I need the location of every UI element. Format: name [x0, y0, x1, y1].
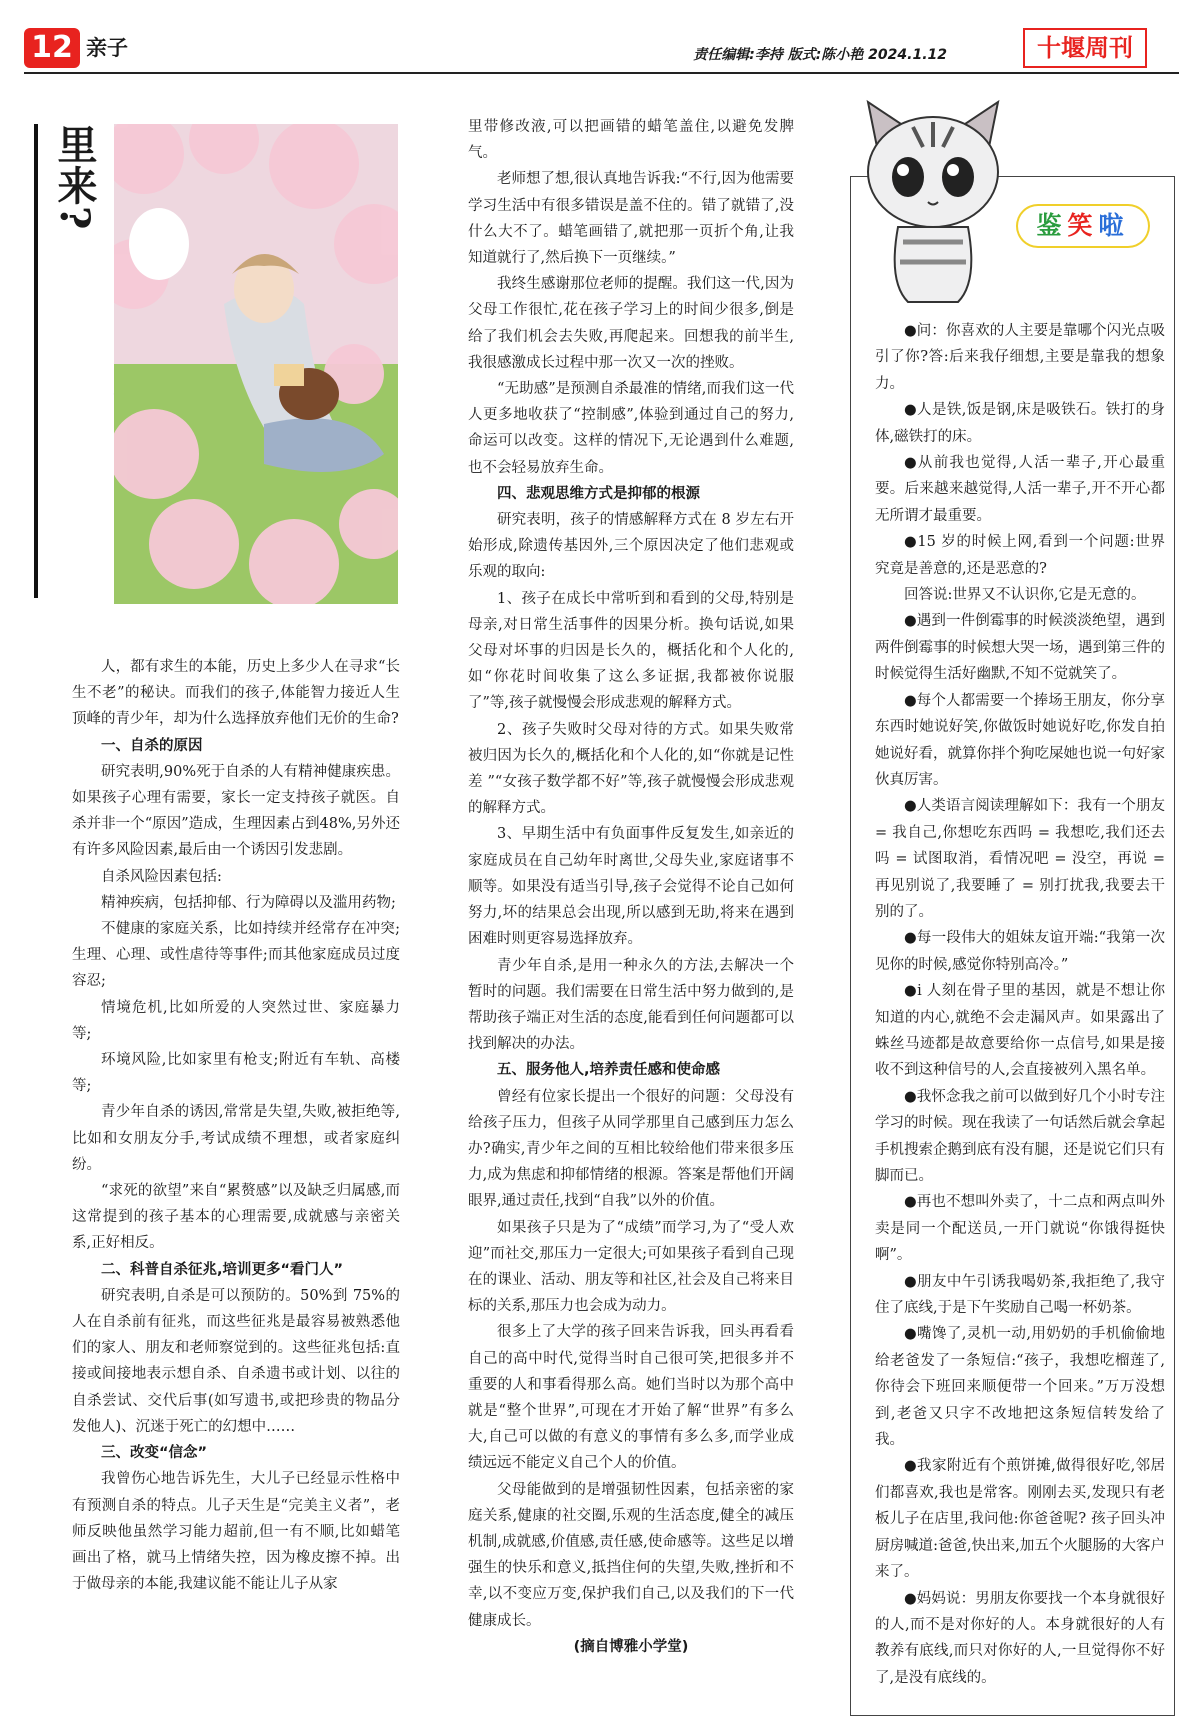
paragraph: 3、早期生活中有负面事件反复发生,如亲近的家庭成员在自己幼年时离世,父母失业,家庭诸事不顺等。如果没有适当引导,孩子会觉得不论自己如何努力,坏的结果总会出现,所以感到无助,将来在遇到困难时则更容易选择放弃。	[468, 826, 794, 948]
joke-item: ●人类语言阅读理解如下：我有一个朋友 = 我自己,你想吃东西吗 = 我想吃,我们还去吗 = 试图取消，看情况吧 = 没空，再说 = 再见别说了,我要睡了 = 别打扰我,我要去干别的了。	[875, 798, 1165, 920]
article-column-2	[468, 114, 794, 1660]
paragraph: 很多上了大学的孩子回来告诉我，回头再看看自己的高中时代,觉得当时自己很可笑,把很多并不重要的人和事看得那么高。她们当时以为那个高中就是“整个世界”,可现在才开始了解“世界”有多么大,自己可以做的有意义的事情有多么多,而学业成绩远远不能定义自己个人的价值。	[468, 1324, 794, 1472]
masthead-logo: 十堰周刊	[1023, 28, 1147, 68]
joke-item: ●从前我也觉得,人活一辈子,开心最重要。后来越来越觉得,人活一辈子,开不开心都无所谓才最重要。	[875, 455, 1165, 524]
page-number: 12	[24, 28, 80, 68]
article-title: 里来?	[34, 124, 98, 598]
paragraph: 研究表明，孩子的情感解释方式在 8 岁左右开始形成,除遗传基因外,三个原因决定了他们悲观或乐观的取向:	[468, 512, 794, 581]
joke-item: ●朋友中午引诱我喝奶茶,我拒绝了,我守住了底线,于是下午奖励自己喝一杯奶茶。	[875, 1273, 1165, 1317]
paragraph: 研究表明,自杀是可以预防的。50%到 75%的人在自杀前有征兆，而这些征兆是最容易被熟悉他们的家人、朋友和老师察觉到的。这些征兆包括:直接或间接地表示想自杀、自杀遗书或计划、以往的自杀尝试、交代后事(如写遗书,或把珍贵的物品分发他人)、沉迷于死亡的幻想中……	[72, 1287, 400, 1435]
paragraph: 2、孩子失败时父母对待的方式。如果失败常被归因为长久的,概括化和个人化的,如“你就是记性差 ”“女孩子数学都不好”等,孩子就慢慢会形成悲观的解释方式。	[468, 721, 794, 817]
joke-item: ●嘴馋了,灵机一动,用奶奶的手机偷偷地给老爸发了一条短信:“孩子，我想吃榴莲了,你待会下班回来顺便带一个回来。”万万没想到,老爸又只字不改地把这条短信转发给了我。	[875, 1326, 1165, 1449]
paragraph: 1、孩子在成长中常听到和看到的父母,特别是母亲,对日常生活事件的因果分析。换句话说,如果父母对坏事的归因是长久的，概括化和个人化的,如“你花时间收集了这么多证据,我都被你说服了”等,孩子就慢慢会形成悲观的解释方式。	[468, 590, 794, 712]
joke-item: ●问：你喜欢的人主要是靠哪个闪光点吸引了你?答:后来我仔细想,主要是靠我的想象力。	[875, 323, 1165, 392]
anime-illustration	[114, 124, 398, 604]
joke-item: ●我家附近有个煎饼摊,做得很好吃,邻居们都喜欢,我也是常客。刚刚去买,发现只有老板儿子在店里,我问他:你爸爸呢? 孩子回头冲厨房喊道:爸爸,快出来,加五个火腿肠的大客户来了。	[875, 1458, 1165, 1581]
joke-item: ●妈妈说：男朋友你要找一个本身就很好的人,而不是对你好的人。本身就很好的人有教养有底线,而只对你好的人,一旦觉得你不好了,是没有底线的。	[875, 1590, 1165, 1686]
paragraph: 青少年自杀,是用一种永久的方法,去解决一个暂时的问题。我们需要在日常生活中努力做到的,是帮助孩子端正对生活的态度,能看到任何问题都可以找到解决的办法。	[468, 957, 794, 1053]
jokes-list	[875, 318, 1165, 1691]
subheading: 五、服务他人,培养责任感和使命感	[497, 1062, 721, 1079]
paragraph: 不健康的家庭关系，比如持续并经常存在冲突;生理、心理、或性虐待等事件;而其他家庭成员过度容忍;	[72, 921, 400, 990]
section-name: 亲子	[86, 36, 128, 60]
paragraph: 我终生感谢那位老师的提醒。我们这一代,因为父母工作很忙,花在孩子学习上的时间少很多,倒是给了我们机会去失败,再爬起来。回想我的前半生,我很感激成长过程中那一次又一次的挫败。	[468, 276, 794, 371]
paragraph: “无助感”是预测自杀最准的情绪,而我们这一代人更多地收获了“控制感”,体验到通过自己的努力,命运可以改变。这样的情况下,无论遇到什么难题,也不会轻易放弃生命。	[468, 381, 794, 476]
subheading: 四、悲观思维方式是抑郁的根源	[497, 485, 700, 502]
joke-item: ●遇到一件倒霉事的时候淡淡绝望，遇到两件倒霉事的时候想大哭一场，遇到第三件的时候觉得生活好幽默,不知不觉就笑了。	[875, 613, 1165, 683]
jokes-badge: 鉴笑啦	[1018, 206, 1148, 246]
joke-item: ●i 人刻在骨子里的基因，就是不想让你知道的内心,就绝不会走漏风声。如果露出了蛛丝马迹都是故意要给你一点信号,如果是接收不到这种信号的人,会直接被列入黑名单。	[875, 983, 1165, 1079]
subheading: 三、改变“信念”	[101, 1445, 208, 1462]
paragraph: 研究表明,90%死于自杀的人有精神健康疾患。如果孩子心理有需要，家长一定支持孩子就医。自杀并非一个“原因”造成，生理因素占到48%,另外还有许多风险因素,最后由一个诱因引发悲剧。	[72, 763, 400, 859]
paragraph: “求死的欲望”来自“累赘感”以及缺乏归属感,而这常提到的孩子基本的心理需要,成就感与亲密关系,正好相反。	[72, 1183, 400, 1252]
joke-item: ●人是铁,饭是钢,床是吸铁石。铁打的身体,磁铁打的床。	[875, 402, 1165, 445]
editor-credits: 责任编辑:李持 版式:陈小艳 2024.1.12	[693, 47, 947, 63]
article-column-1	[72, 654, 400, 1597]
joke-item: ●每一段伟大的姐妹友谊开端:“我第一次见你的时候,感觉你特别高冷。”	[875, 930, 1165, 973]
article-source: (摘自博雅小学堂)	[573, 1638, 689, 1655]
paragraph: 里带修改液,可以把画错的蜡笔盖住,以避免发脾气。	[468, 119, 794, 162]
subheading: 二、科普自杀征兆,培训更多“看门人”	[101, 1261, 344, 1278]
joke-item: 回答说:世界又不认识你,它是无意的。	[904, 587, 1146, 604]
paragraph: 曾经有位家长提出一个很好的问题：父母没有给孩子压力，但孩子从同学那里自己感到压力怎么办?确实,青少年之间的互相比较给他们带来很多压力,成为焦虑和抑郁情绪的根源。答案是帮他们开阔眼界,通过责任,找到“自我”以外的价值。	[468, 1088, 794, 1210]
article-illustration	[114, 124, 398, 604]
paragraph: 如果孩子只是为了“成绩”而学习,为了“受人欢迎”而社交,那压力一定很大;可如果孩子看到自己现在的课业、活动、朋友等和社区,社会及自己将来目标的关系,那压力也会成为动力。	[468, 1219, 794, 1315]
paragraph: 青少年自杀的诱因,常常是失望,失败,被拒绝等,比如和女朋友分手,考试成绩不理想，或者家庭纠纷。	[72, 1104, 400, 1173]
subheading: 一、自杀的原因	[101, 737, 203, 754]
paragraph: 我曾伤心地告诉先生，大儿子已经显示性格中有预测自杀的特点。儿子天生是“完美主义者”，老师反映他虽然学习能力超前,但一有不顺,比如蜡笔画出了格，就马上情绪失控，因为橡皮擦不掉。出于做母亲的本能,我建议能不能让儿子从家	[72, 1471, 400, 1593]
paragraph: 精神疾病，包括抑郁、行为障碍以及滥用药物;	[101, 894, 396, 911]
joke-item: ●15 岁的时候上网,看到一个问题:世界究竟是善意的,还是恶意的?	[875, 534, 1165, 577]
joke-item: ●再也不想叫外卖了，十二点和两点叫外卖是同一个配送员,一开门就说“你饿得挺快啊”。	[875, 1194, 1165, 1264]
joke-item: ●每个人都需要一个捧场王朋友，你分享东西时她说好笑,你做饭时她说好吃,你发自拍她说好看，就算你拌个狗吃屎她也说一句好家伙真厉害。	[875, 692, 1165, 788]
page-header	[24, 28, 1179, 70]
header-rule	[24, 72, 1179, 74]
paragraph: 父母能做到的是增强韧性因素，包括亲密的家庭关系,健康的社交圈,乐观的生活态度,健全的减压机制,成就感,价值感,责任感,使命感等。这些足以增强生的快乐和意义,抵挡住何的失望,失败,挫折和不幸,以不变应万变,保护我们自己,以及我们的下一代健康成长。	[468, 1481, 794, 1629]
cat-icon	[858, 92, 1008, 312]
joke-item: ●我怀念我之前可以做到好几个小时专注学习的时候。现在我读了一句话然后就会拿起手机搜索企鹅到底有没有腿，还是说它们只有脚而已。	[875, 1088, 1165, 1184]
paragraph: 人，都有求生的本能，历史上多少人在寻求“长生不老”的秘诀。而我们的孩子,体能智力接近人生顶峰的青少年，却为什么选择放弃他们无价的生命?	[72, 659, 400, 728]
paragraph: 自杀风险因素包括:	[101, 868, 222, 885]
paragraph: 环境风险,比如家里有枪支;附近有车轨、高楼等;	[72, 1052, 400, 1095]
paragraph: 情境危机,比如所爱的人突然过世、家庭暴力等;	[72, 999, 400, 1042]
paragraph: 老师想了想,很认真地告诉我:“不行,因为他需要学习生活中有很多错误是盖不住的。错了就错了,没什么大不了。蜡笔画错了,就把那一页折个角,让我知道就行了,然后换下一页继续。”	[468, 171, 795, 267]
